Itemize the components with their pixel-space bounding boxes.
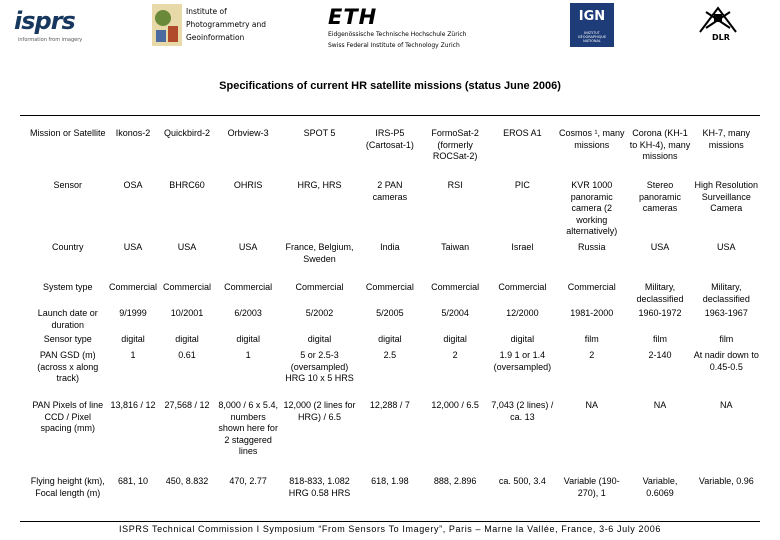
column-header: Corona (KH-1 to KH-4), many missions bbox=[629, 128, 691, 161]
dlr-logo-text: DLR bbox=[712, 33, 730, 42]
table-row bbox=[28, 398, 760, 474]
table-cell: India bbox=[380, 242, 400, 252]
table-row bbox=[28, 348, 760, 398]
table-cell: USA bbox=[177, 242, 197, 252]
institute-line: Institute of bbox=[186, 7, 227, 16]
row-header: Sensor bbox=[53, 180, 83, 190]
table-cell: 618, 1.98 bbox=[371, 476, 409, 486]
column-header: EROS A1 bbox=[503, 128, 542, 138]
table-cell: 7,043 (2 lines) / ca. 13 bbox=[491, 400, 554, 422]
column-header: Ikonos-2 bbox=[115, 128, 151, 138]
table-cell: 5/2002 bbox=[305, 308, 334, 318]
specifications-table bbox=[28, 126, 760, 518]
table-cell: Variable (190-270), 1 bbox=[563, 476, 620, 498]
table-cell: ca. 500, 3.4 bbox=[498, 476, 546, 486]
table-cell: USA bbox=[123, 242, 143, 252]
table-cell: 12,000 / 6.5 bbox=[431, 400, 479, 410]
table-cell: film bbox=[719, 334, 734, 344]
column-header: Cosmos ¹, many missions bbox=[558, 128, 625, 150]
table-cell: 2.5 bbox=[383, 350, 397, 360]
table-cell: 1960-1972 bbox=[638, 308, 682, 318]
table-cell: 2-140 bbox=[648, 350, 672, 360]
table-cell: digital bbox=[121, 334, 145, 344]
table-cell: Stereo panoramic cameras bbox=[638, 180, 682, 213]
ign-logo bbox=[570, 3, 614, 47]
table-cell: 1963-1967 bbox=[704, 308, 748, 318]
table-cell: film bbox=[653, 334, 667, 344]
table-cell: France, Belgium, Sweden bbox=[285, 242, 354, 264]
table-cell: Commercial bbox=[431, 282, 480, 292]
table-cell: NA bbox=[653, 400, 667, 410]
table-cell: Israel bbox=[511, 242, 534, 252]
column-header: IRS-P5 (Cartosat-1) bbox=[365, 128, 414, 150]
table-row bbox=[28, 178, 760, 240]
table-cell: 12/2000 bbox=[506, 308, 539, 318]
table-cell: 818-833, 1.082 HRG 0.58 HRS bbox=[288, 476, 351, 498]
table-cell: 10/2001 bbox=[170, 308, 204, 318]
table-cell: Commercial bbox=[108, 282, 157, 292]
column-header: Mission or Satellite bbox=[29, 128, 106, 138]
table-cell: KVR 1000 panoramic camera (2 working alternatively) bbox=[566, 180, 618, 236]
institute-name bbox=[186, 5, 266, 44]
table-cell: 470, 2.77 bbox=[229, 476, 267, 486]
table-cell: NA bbox=[720, 400, 733, 410]
table-cell: PIC bbox=[514, 180, 530, 190]
row-header: System type bbox=[42, 282, 93, 292]
column-header: KH-7, many missions bbox=[702, 128, 751, 150]
table-cell: Variable, 0.96 bbox=[698, 476, 754, 486]
table-cell: digital bbox=[307, 334, 332, 344]
ign-subtitle: INSTITUT GÉOGRAPHIQUE NATIONAL bbox=[577, 31, 607, 43]
table-row bbox=[28, 474, 760, 518]
table-cell: Commercial bbox=[365, 282, 414, 292]
table-cell: digital bbox=[236, 334, 260, 344]
row-header: PAN Pixels of line CCD / Pixel spacing (mm) bbox=[32, 400, 104, 433]
column-header: Quickbird-2 bbox=[164, 128, 211, 138]
eth-logo bbox=[328, 6, 466, 50]
isprs-logo bbox=[14, 5, 84, 45]
ign-logo-text: IGN bbox=[578, 9, 606, 24]
table-cell: 2 bbox=[589, 350, 595, 360]
table-cell: 12,288 / 7 bbox=[369, 400, 410, 410]
institute-line: Geoinformation bbox=[186, 33, 245, 42]
column-header: SPOT 5 bbox=[303, 128, 336, 138]
table-cell: HRG, HRS bbox=[297, 180, 342, 190]
table-cell: 888, 2.896 bbox=[433, 476, 477, 486]
isprs-tagline: information from imagery bbox=[18, 37, 83, 43]
table-row bbox=[28, 306, 760, 332]
table-cell: film bbox=[584, 334, 599, 344]
page-title: Specifications of current HR satellite missions (status June 2006) bbox=[219, 80, 561, 92]
table-cell: USA bbox=[238, 242, 258, 252]
table-cell: 2 bbox=[452, 350, 458, 360]
table-cell: 1981-2000 bbox=[570, 308, 614, 318]
row-header: Flying height (km), Focal length (m) bbox=[30, 476, 105, 498]
row-header: Launch date or duration bbox=[37, 308, 98, 330]
table-cell: 2 PAN cameras bbox=[372, 180, 408, 202]
table-cell: digital bbox=[378, 334, 402, 344]
table-cell: High Resolution Surveillance Camera bbox=[694, 180, 759, 213]
row-header: Country bbox=[52, 242, 84, 252]
table-cell: 5/2004 bbox=[441, 308, 469, 318]
table-cell: Taiwan bbox=[441, 242, 470, 252]
table-cell: 1.9 1 or 1.4 (oversampled) bbox=[493, 350, 552, 372]
table-cell: Commercial bbox=[224, 282, 273, 292]
table-row bbox=[28, 240, 760, 280]
table-cell: At nadir down to 0.45-0.5 bbox=[693, 350, 759, 372]
table-cell: 13,816 / 12 bbox=[110, 400, 156, 410]
table-cell: 5 or 2.5-3 (oversampled) HRG 10 x 5 HRS bbox=[285, 350, 354, 383]
row-header: PAN GSD (m) (across x along track) bbox=[37, 350, 99, 383]
eth-subtitle-en: Swiss Federal Institute of Technology Zurich bbox=[328, 42, 460, 49]
table-cell: 6/2003 bbox=[234, 308, 262, 318]
table-cell: RSI bbox=[447, 180, 463, 190]
column-header: FormoSat-2 (formerly ROCSat-2) bbox=[431, 128, 479, 161]
table-cell: 8,000 / 6 x 5.4, numbers shown here for 2 staggered lines bbox=[218, 400, 278, 456]
institute-logo-icon bbox=[152, 4, 182, 46]
table-row bbox=[28, 332, 760, 348]
table-cell: BHRC60 bbox=[169, 180, 205, 190]
table-cell: Commercial bbox=[163, 282, 212, 292]
table-cell: OSA bbox=[123, 180, 143, 190]
table-cell: 27,568 / 12 bbox=[164, 400, 210, 410]
logo-header bbox=[0, 0, 780, 50]
table-cell: Military, declassified bbox=[636, 282, 684, 304]
table-cell: Variable, 0.6069 bbox=[642, 476, 678, 498]
table-cell: 9/1999 bbox=[119, 308, 147, 318]
column-header: Orbview-3 bbox=[227, 128, 269, 138]
table-cell: USA bbox=[717, 242, 736, 252]
table-cell: 450, 8.832 bbox=[165, 476, 209, 486]
eth-subtitle-de: Eidgenössische Technische Hochschule Zürich bbox=[328, 31, 467, 38]
table-row bbox=[28, 280, 760, 306]
table-cell: Military, declassified bbox=[702, 282, 750, 304]
table-cell: digital bbox=[175, 334, 199, 344]
table-cell: Commercial bbox=[295, 282, 344, 292]
table-cell: NA bbox=[585, 400, 598, 410]
table-cell: Commercial bbox=[567, 282, 616, 292]
table-cell: Commercial bbox=[498, 282, 547, 292]
divider bbox=[20, 115, 760, 116]
table-cell: digital bbox=[510, 334, 535, 344]
row-header: Sensor type bbox=[43, 334, 92, 344]
eth-logo-text: ETH bbox=[328, 5, 378, 29]
table-cell: 12,000 (2 lines for HRG) / 6.5 bbox=[283, 400, 356, 422]
table-header-row bbox=[28, 126, 760, 178]
footer-citation: ISPRS Technical Commission I Symposium “From Sensors To Imagery”, Paris – Marne la Vallée, France, 3-6 July 2006 bbox=[119, 524, 661, 534]
table-cell: digital bbox=[443, 334, 467, 344]
table-cell: 681, 10 bbox=[117, 476, 149, 486]
divider bbox=[20, 521, 760, 522]
table-cell: 1 bbox=[245, 350, 251, 360]
table-cell: USA bbox=[650, 242, 670, 252]
table-cell: Russia bbox=[577, 242, 606, 252]
institute-line: Photogrammetry and bbox=[186, 20, 267, 29]
table-cell: 5/2005 bbox=[376, 308, 404, 318]
isprs-logo-text: isprs bbox=[14, 7, 75, 35]
table-cell: OHRIS bbox=[233, 180, 263, 190]
table-cell: 1 bbox=[130, 350, 136, 360]
table-cell: 0.61 bbox=[178, 350, 196, 360]
